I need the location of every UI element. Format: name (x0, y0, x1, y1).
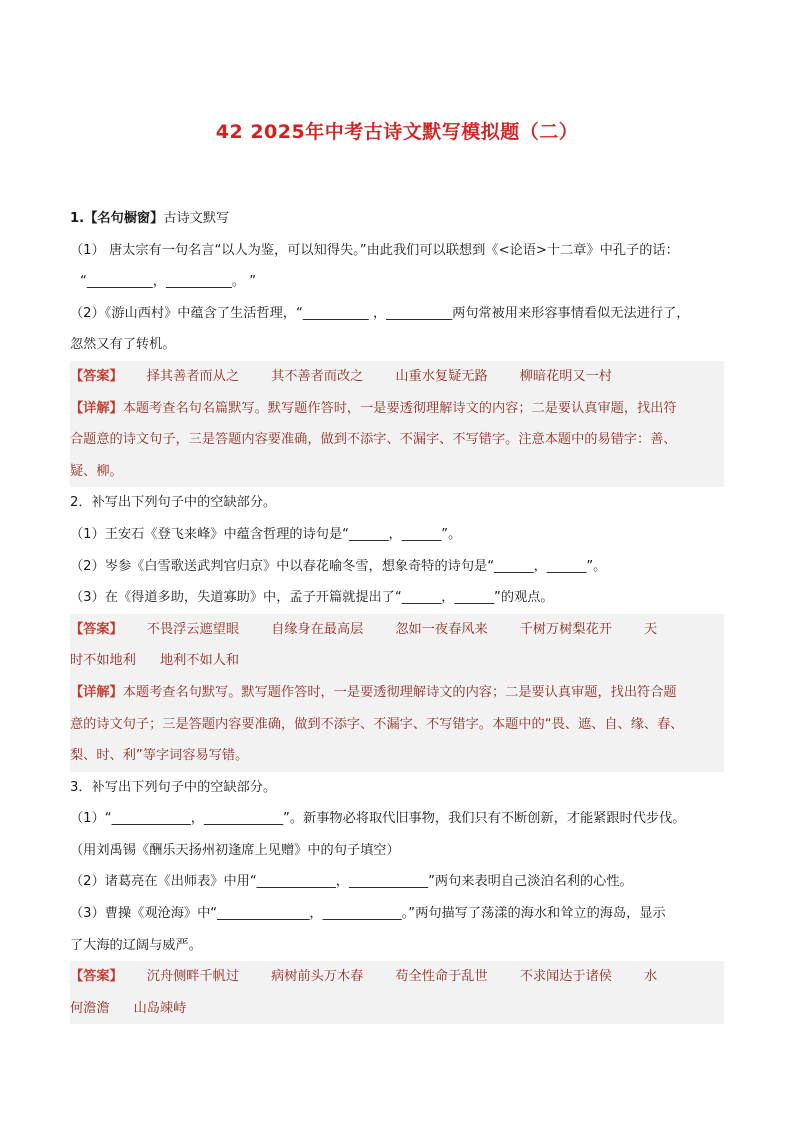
answer-item: 山重水复疑无路 (395, 368, 488, 384)
question-1-sub-2-cont: 忽然又有了转机。 (70, 337, 176, 353)
answer-item: 其不善者而改之 (271, 368, 364, 384)
answer-item: 水 (644, 969, 658, 985)
detail-row: 合题意的诗文句子，三是答题内容要准确，做到不添字、不漏字、不写错字。注意本题中的易错字：善、 (70, 432, 677, 448)
question-3-sub-3: （3）曹操《观沧海》中“______________，____________。”两句描写了荡漾的海水和耸立的海岛，显示 (70, 906, 666, 922)
detail-row: 疑、柳。 (70, 463, 123, 479)
question-2-heading: 2．补写出下列句子中的空缺部分。 (70, 495, 277, 511)
answer-item: 何澹澹 (70, 1000, 110, 1016)
answer-row (70, 961, 724, 993)
answer-item: 地利不如人和 (159, 653, 240, 669)
detail-text: 本题考查名句名篇默写。默写题作答时，一是要透彻理解诗文的内容；二是要认真审题，找出符 (122, 400, 677, 416)
answer-item: 自缘身在最高层 (271, 621, 364, 637)
answer-item: 沉舟侧畔千帆过 (146, 969, 240, 985)
question-1-sub-1: （1） 唐太宗有一句名言“以人为鉴，可以知得失。”由此我们可以联想到《<论语>十二章》中孔子的话： (70, 242, 679, 258)
answer-row (70, 361, 724, 393)
question-3-heading: 3．补写出下列句子中的空缺部分。 (70, 779, 277, 795)
detail-row (70, 677, 724, 709)
answer-item: 病树前头万木春 (271, 969, 364, 985)
detail-row (70, 393, 724, 425)
question-3-sub-1: （1）“____________，____________”。新事物必将取代旧事物，我们只有不断创新，才能紧跟时代步伐。 (70, 811, 686, 827)
answer-label: 【答案】 (70, 969, 123, 985)
question-2-sub-2: （2）岑参《白雪歌送武判官归京》中以春花喻冬雪，想象奇特的诗句是“______，______”。 (70, 558, 607, 574)
detail-label: 【详解】 (70, 684, 123, 700)
answer-item: 不求闻达于诸侯 (519, 969, 612, 985)
answer-item: 柳暗花明又一村 (519, 368, 612, 384)
answer-item: 时不如地利 (70, 653, 136, 669)
detail-row: 意的诗文句子；三是答题内容要准确，做到不添字、不漏字、不写错字。本题中的“畏、遮、自、缘、春、 (70, 716, 684, 732)
question-tag: 【名句橱窗】 (84, 211, 164, 226)
question-1-sub-1-blanks: “__________，__________。 ” (80, 274, 257, 290)
detail-text: 本题考查名句默写。默写题作答时，一是要透彻理解诗文的内容；二是要认真审题，找出符合题 (122, 684, 677, 700)
question-3-sub-3-cont: 了大海的辽阔与威严。 (70, 937, 202, 953)
answer-row (70, 993, 724, 1025)
document-body (70, 203, 724, 1024)
answer-item: 不畏浮云遮望眼 (146, 621, 240, 637)
question-1-heading (70, 203, 724, 235)
answer-item: 天 (644, 621, 658, 637)
answer-row (70, 645, 724, 677)
question-3-sub-1-note: （用刘禹锡《酬乐天扬州初逢席上见赠》中的句子填空） (70, 842, 400, 858)
detail-row: 梨、时、利”等字词容易写错。 (70, 748, 249, 764)
question-1-sub-2: （2）《游山西村》中蕴含了生活哲理，“__________ ，__________两句常被用来形容事情看似无法进行了， (70, 305, 690, 321)
detail-label: 【详解】 (70, 400, 123, 416)
answer-item: 山岛竦峙 (133, 1000, 187, 1016)
question-3-sub-2: （2）诸葛亮在《出师表》中用“____________，____________”两句来表明自己淡泊名利的心性。 (70, 874, 633, 890)
answer-label: 【答案】 (70, 621, 123, 637)
answer-item: 忽如一夜春风来 (395, 621, 488, 637)
answer-item: 择其善者而从之 (146, 368, 240, 384)
answer-label: 【答案】 (70, 368, 123, 384)
question-number: 1. (70, 211, 85, 226)
question-type: 古诗文默写 (163, 211, 230, 226)
question-2-sub-1: （1）王安石《登飞来峰》中蕴含哲理的诗句是“______，______”。 (70, 526, 462, 542)
question-2-sub-3: （3）在《得道多助，失道寡助》中，孟子开篇就提出了“______，______”的观点。 (70, 590, 554, 606)
page-title: 42 2025年中考古诗文默写模拟题（二） (215, 121, 579, 143)
answer-item: 千树万树梨花开 (519, 621, 612, 637)
answer-block-2 (70, 614, 724, 772)
answer-item: 苟全性命于乱世 (395, 969, 488, 985)
answer-block-3 (70, 961, 724, 1024)
answer-block-1 (70, 361, 724, 487)
answer-row (70, 614, 724, 646)
